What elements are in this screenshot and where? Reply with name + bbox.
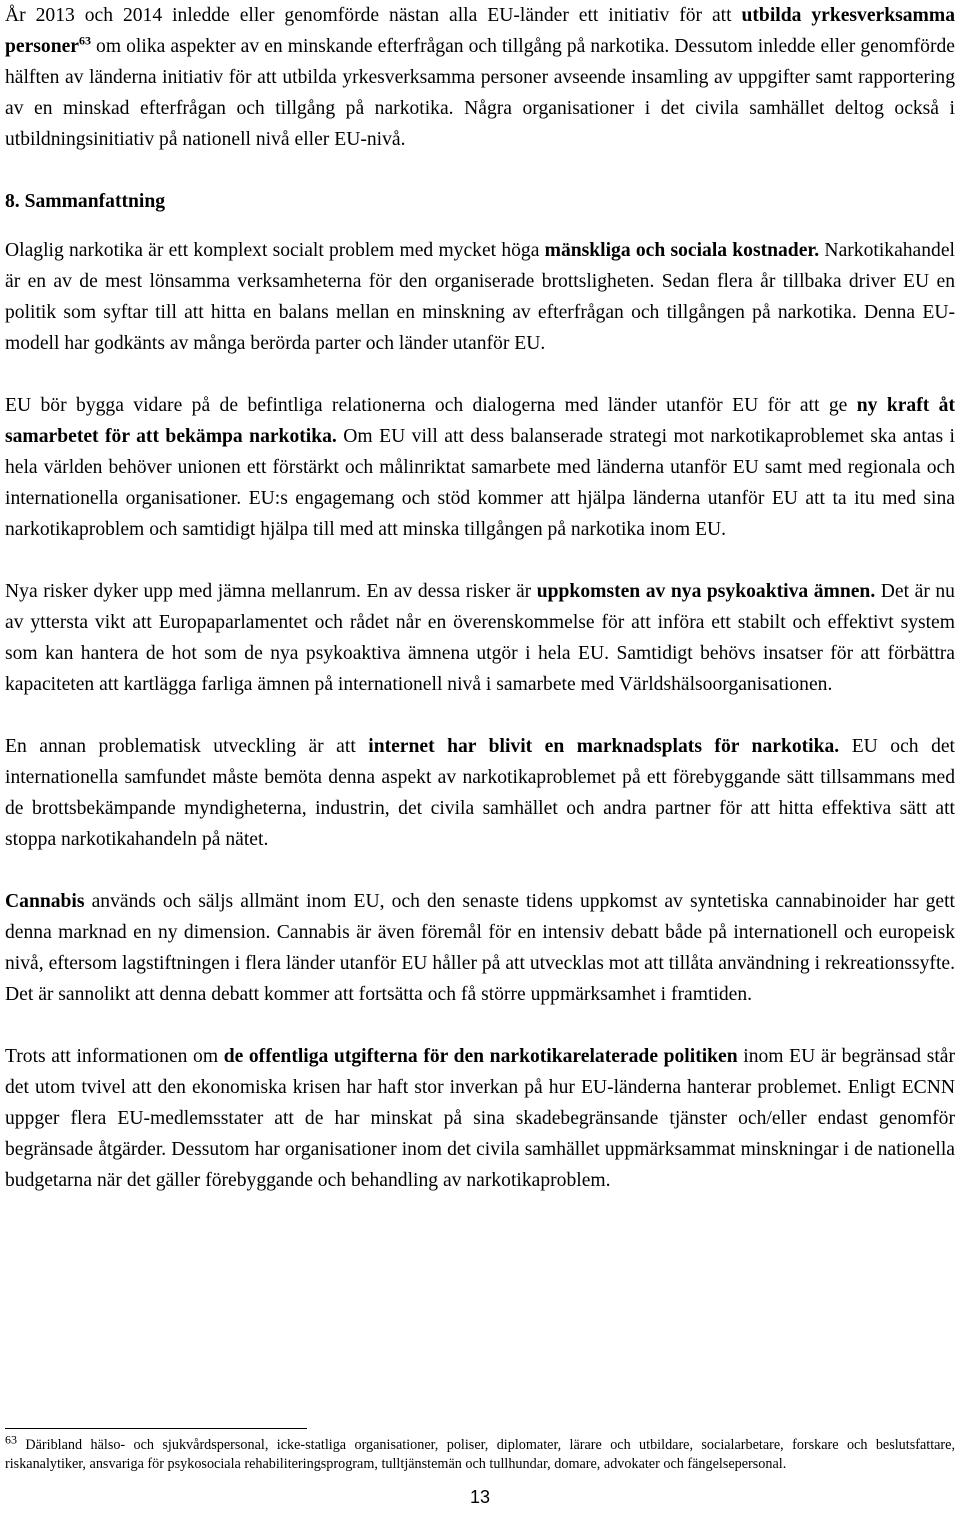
paragraph-p3 (5, 390, 955, 545)
text-run: Olaglig narkotika är ett komplext socialt problem med mycket höga (5, 240, 545, 261)
bold-text: internet har blivit en marknadsplats för narkotika. (368, 736, 840, 757)
bold-text: Cannabis (5, 891, 85, 912)
footnote-number: 63 (5, 1432, 17, 1447)
bold-text: ny kraft åt samarbetet för att bekämpa narkotika. (5, 395, 955, 447)
text-run: inom EU är begränsad står det utom tvivel att den ekonomiska krisen har haft stor inverkan på hur EU-länderna hanterar problemet. Enligt ECNN uppger flera EU-medlemsstater att de har minskat på sina skadebegränsande tjänster och/eller endast genomför begränsade åtgärder. Dessutom har organisationer inom det civila samhället uppmärksammat minskningar i de nationella budgetarna när det gäller förebyggande och behandling av narkotikaproblem. (5, 1046, 955, 1191)
text-run: Trots att informationen om (5, 1046, 224, 1067)
text-run: EU och det internationella samfundet måste bemöta denna aspekt av narkotikaproblemet på ett förebyggande sätt tillsammans med de brottsbekämpande myndigheterna, industrin, det civila samhället och andra partner för att hitta effektiva sätt att stoppa narkotikahandeln på nätet. (5, 736, 956, 850)
paragraph-p4 (5, 576, 955, 700)
text-run: Om EU vill att dess balanserade strategi mot narkotikaproblemet ska antas i hela världen behöver unionen ett förstärkt och målinriktat samarbete med länderna utanför EU samt med regionala och internationella organisationer. EU:s engagemang och stöd kommer att hjälpa länderna utanför EU att ta itu med sina narkotikaproblem och samtidigt hjälpa till med att minska tillgången på narkotika inom EU. (5, 426, 955, 540)
bold-text: utbilda yrkesverksamma personer (5, 5, 955, 57)
text-run: EU bör bygga vidare på de befintliga relationerna och dialogerna med länder utanför EU för att ge (5, 395, 857, 416)
bold-text: de offentliga utgifterna för den narkotikarelaterade politiken (223, 1046, 738, 1067)
section-heading (5, 186, 955, 217)
text-run: om olika aspekter av en minskande efterfrågan och tillgång på narkotika. Dessutom inledde eller genomförde hälften av länderna initiativ för att utbilda yrkesverksamma personer avseende insamling av uppgifter samt rapportering av en minskad efterfrågan och tillgång på narkotika. Några organisationer i det civila samhället deltog också i utbildningsinitiativ på nationell nivå eller EU-nivå. (5, 36, 955, 150)
paragraph-p5 (5, 731, 955, 855)
paragraph-p7 (5, 1041, 955, 1196)
footnotes-section (5, 1428, 955, 1474)
footnote-reference: 63 (79, 33, 92, 48)
paragraph-p1 (5, 0, 955, 155)
footnote-separator (5, 1428, 307, 1429)
paragraph-p2 (5, 235, 955, 359)
text-run: Narkotikahandel är en av de mest lönsamma verksamheterna för den organiserade brottsligheten. Sedan flera år tillbaka driver EU en politik som syftar till att hitta en balans mellan en minskning av efterfrågan och tillgången på narkotika. Denna EU-modell har godkänts av många berörda parter och länder utanför EU. (5, 240, 955, 354)
text-run: används och säljs allmänt inom EU, och den senaste tidens uppkomst av syntetiska cannabinoider har gett denna marknad en ny dimension. Cannabis är även föremål för en intensiv debatt både på internationell och europeisk nivå, eftersom lagstiftningen i flera länder utanför EU håller på att utvecklas mot att tillåta användning i rekreationssyfte. Det är sannolikt att denna debatt kommer att fortsätta och få större uppmärksamhet i framtiden. (5, 891, 955, 1005)
text-run: År 2013 och 2014 inledde eller genomförde nästan alla EU-länder ett initiativ för att (5, 5, 742, 26)
text-run: Det är nu av yttersta vikt att Europaparlamentet och rådet når en överenskommelse för att införa ett stabilt och effektivt system som kan hantera de hot som de nya psykoaktiva ämnena utgör i hela EU. Samtidigt behövs insatser för att förbättra kapaciteten att kartlägga farliga ämnen på internationell nivå i samarbete med Världshälsoorganisationen. (5, 581, 955, 695)
bold-text: mänskliga och sociala kostnader. (544, 240, 820, 261)
bold-text: 8. Sammanfattning (5, 191, 166, 212)
page-number: 13 (469, 1487, 491, 1507)
text-run: En annan problematisk utveckling är att (5, 736, 369, 757)
document-body (5, 0, 955, 1227)
footnote-63 (5, 1432, 955, 1474)
bold-text: uppkomsten av nya psykoaktiva ämnen. (536, 581, 876, 602)
footnote-text: Däribland hälso- och sjukvårdspersonal, icke-statliga organisationer, poliser, diplomater, lärare och utbildare, socialarbetare, forskare och beslutsfattare, riskanalytiker, ansvariga för psykosociala rehabiliteringsprogram, tulltjänstemän och tullhundar, domare, advokater och fängelsepersonal. (5, 1437, 955, 1472)
text-run: Nya risker dyker upp med jämna mellanrum. En av dessa risker är (5, 581, 537, 602)
paragraph-p6 (5, 886, 955, 1010)
